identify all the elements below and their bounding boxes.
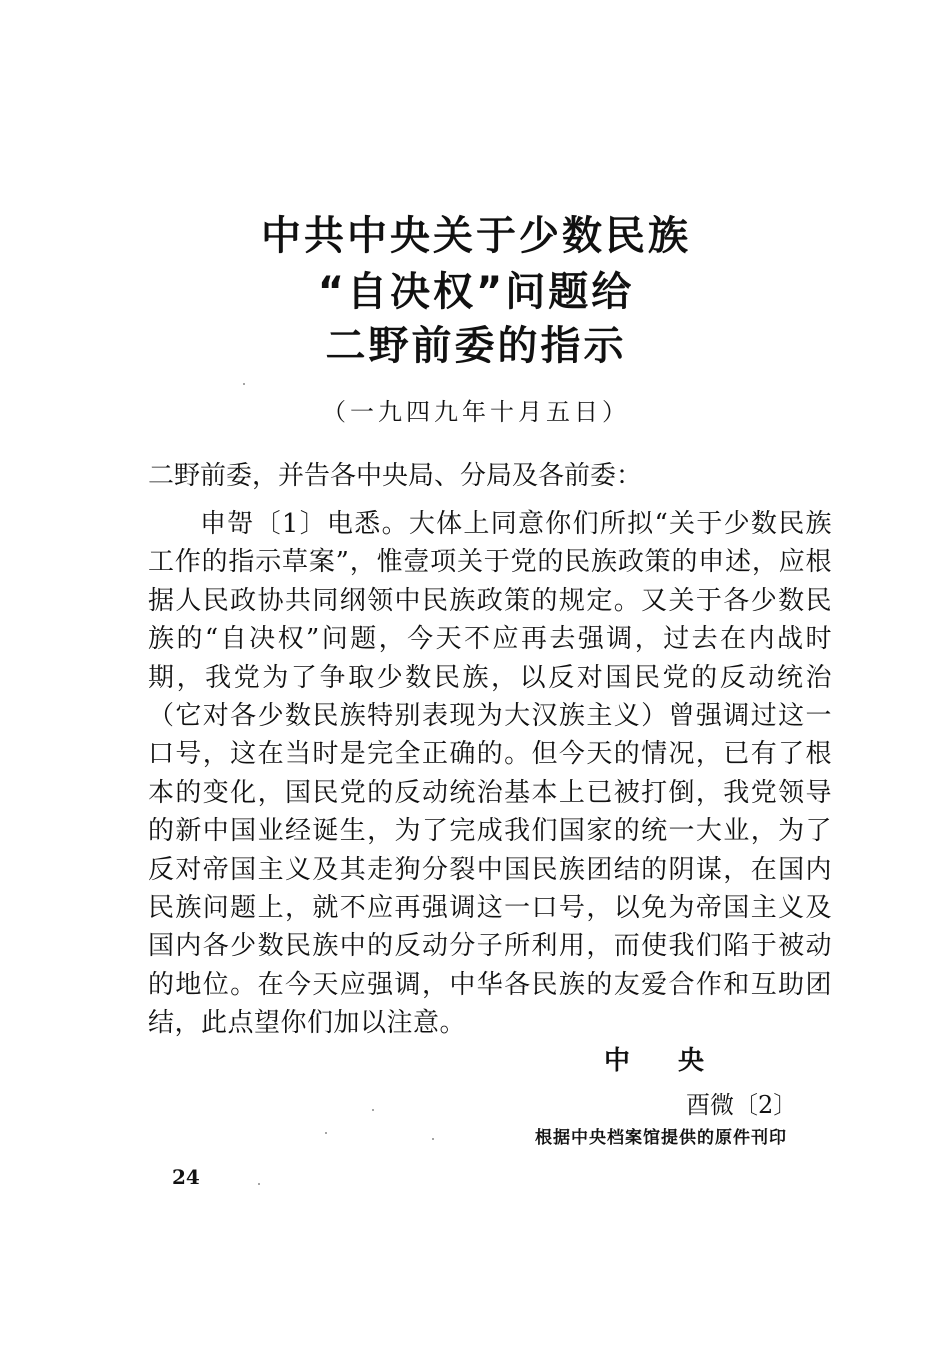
title-line-2: “自决权”问题给 [317,269,635,315]
scan-speck [243,383,245,385]
title-line-1: 中共中央关于少数民族 [261,213,691,259]
body-paragraph: 申哿〔1〕电悉。大体上同意你们所拟“关于少数民族工作的指示草案”，惟壹项关于党的民族政策的申述，应根据人民政协共同纲领中民族政策的规定。又关于各少数民族的“自决权”问题，今天不应再去强调，过去在内战时期，我党为了争取少数民族，以反对国民党的反动统治（它对各少数民族特别表现为大汉族主义）曾强调过这一口号，这在当时是完全正确的。但今天的情况，已有了根本的变化，国民党的反动统治基本上已被打倒，我党领导的新中国业经诞生，为了完成我们国家的统一大业，为了反对帝国主义及其走狗分裂中国民族团结的阴谋，在国内民族问题上，就不应再强调这一口号，以免为帝国主义及国内各少数民族中的反动分子所利用，而使我们陷于被动的地位。在今天应强调，中华各民族的友爱合作和互助团结，此点望你们加以注意。 [148,509,832,1039]
page-number: 24 [172,1165,200,1189]
scan-speck [372,1109,374,1111]
source-note: 根据中央档案馆提供的原件刊印 [535,1128,787,1148]
time-code: 酉微〔2〕 [686,1091,798,1119]
document-date: （一九四九年十月五日） [322,398,630,426]
scan-speck [325,1132,327,1134]
scan-speck [432,1138,434,1140]
title-line-3: 二野前委的指示 [325,323,627,369]
signature: 中央 [604,1046,753,1076]
salutation: 二野前委，并告各中央局、分局及各前委： [148,461,643,491]
scan-speck [258,1183,260,1185]
